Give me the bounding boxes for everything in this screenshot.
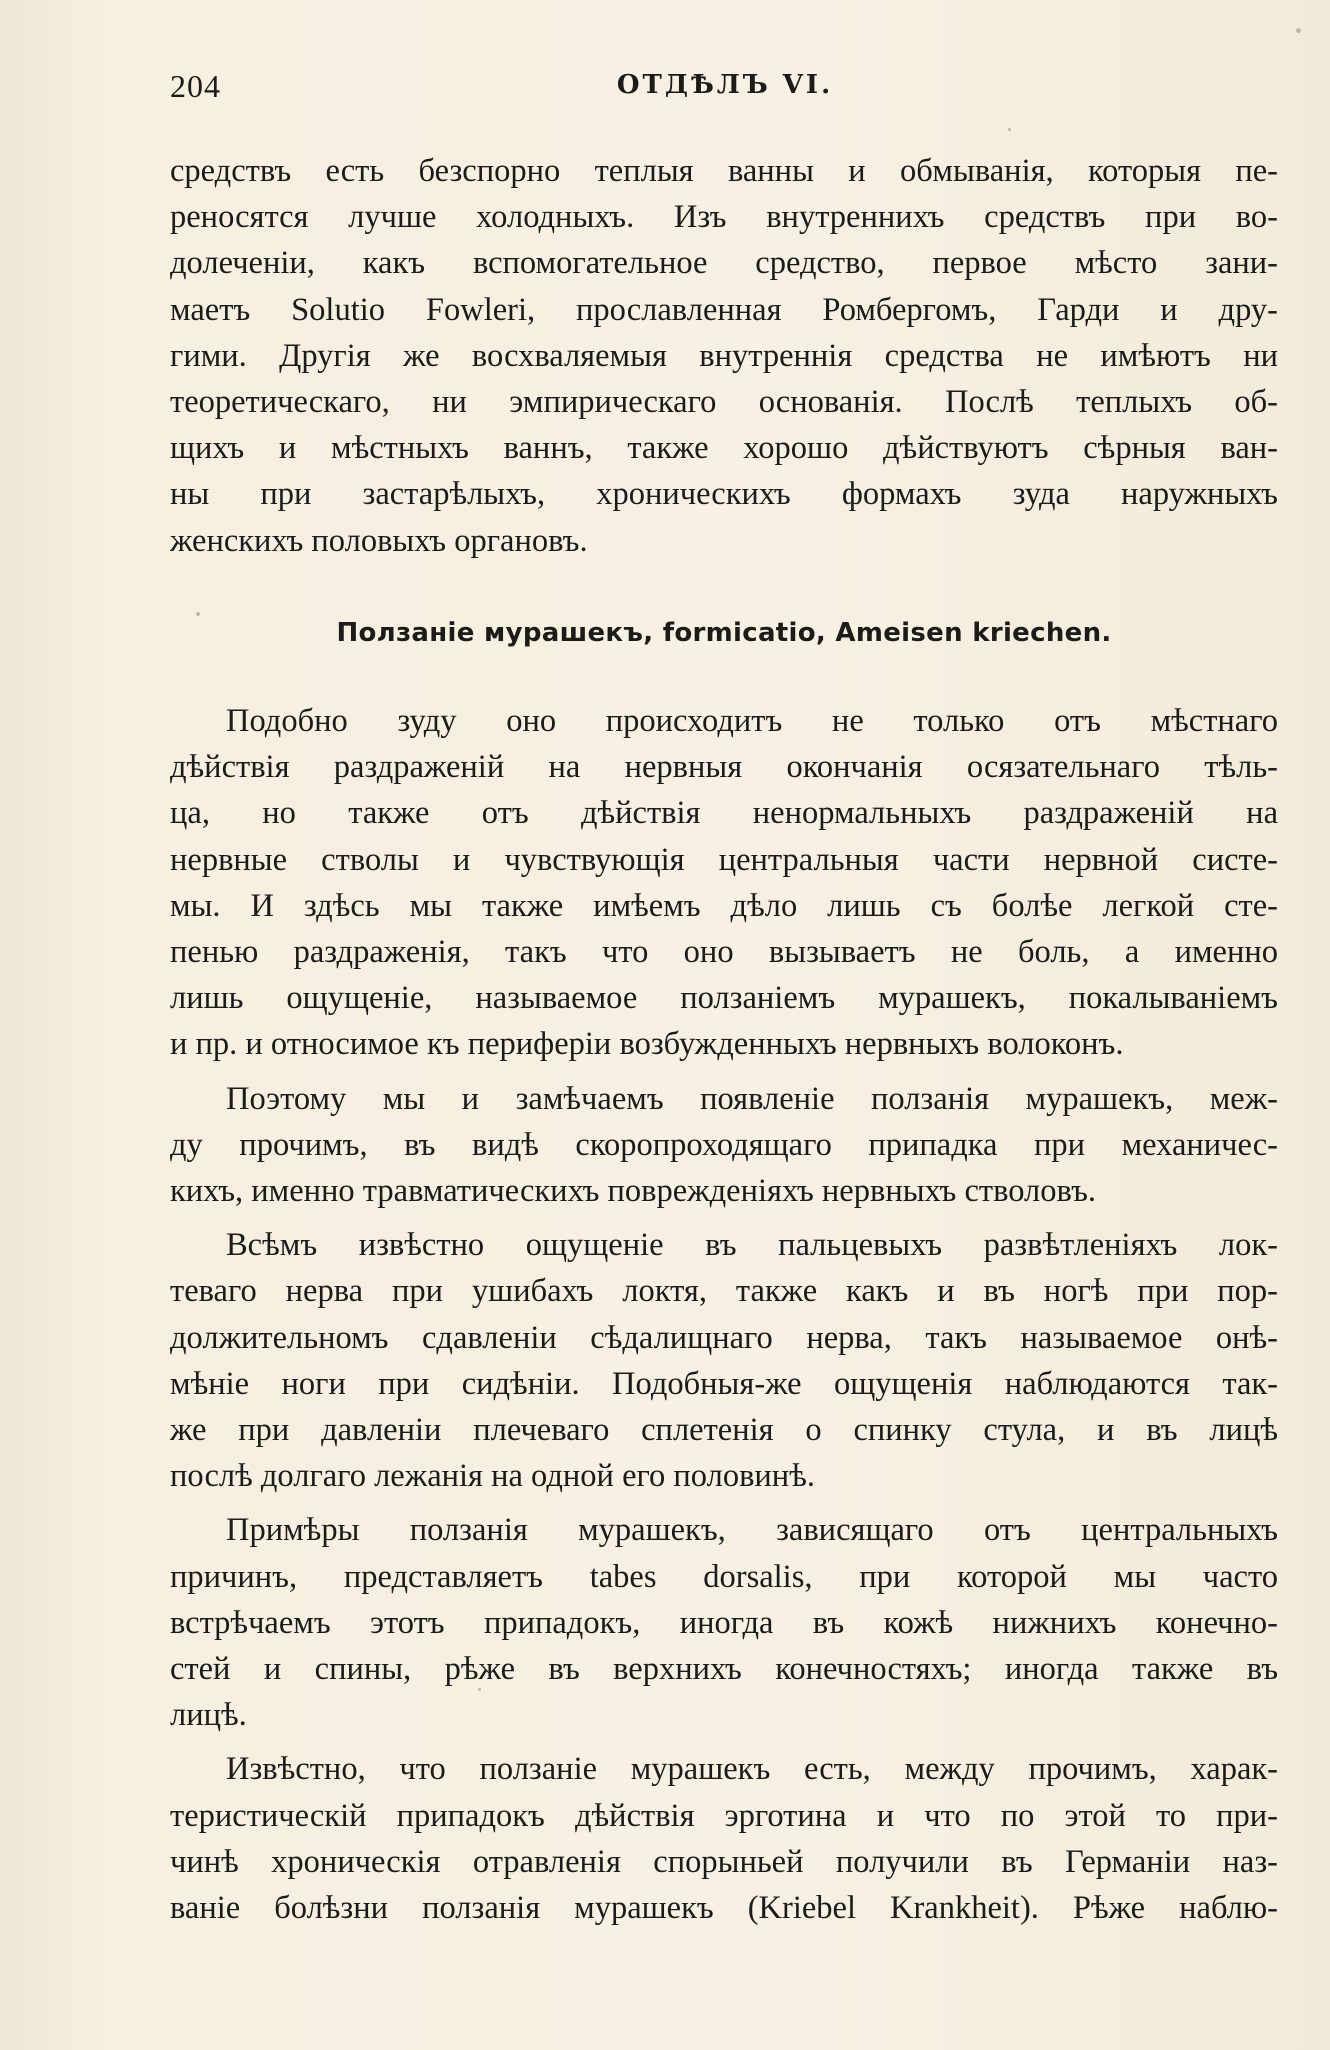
text-line: и пр. и относимое къ периферіи возбужденныхъ нервныхъ волоконъ.	[170, 1026, 1124, 1063]
section-title: Ползаніе мурашекъ, formicatio, Ameisen kriechen.	[336, 618, 1112, 648]
running-head: ОТДѢЛЪ VI.	[616, 70, 834, 100]
text-line: лишь ощущеніе, называемое ползаніемъ мурашекъ, покалываніемъ	[170, 980, 1278, 1017]
text-line: Примѣры ползанія мурашекъ, зависящаго отъ центральныхъ	[226, 1512, 1278, 1549]
text-line: теоретическаго, ни эмпирическаго основанія. Послѣ теплыхъ об-	[170, 384, 1278, 421]
text-line: гими. Другія же восхваляемыя внутреннія средства не имѣютъ ни	[170, 337, 1278, 374]
text-line: ду прочимъ, въ видѣ скоропроходящаго припадка при механичес-	[170, 1126, 1278, 1163]
text-line: долеченіи, какъ вспомогательное средство, первое мѣсто зани-	[170, 245, 1278, 282]
paragraph	[170, 698, 1278, 1068]
text-line: реносятся лучше холодныхъ. Изъ внутреннихъ средствъ при во-	[170, 199, 1278, 236]
text-line: средствъ есть безспорно теплыя ванны и обмыванія, которыя пе-	[170, 153, 1278, 189]
text-line: должительномъ сдавленіи сѣдалищнаго нерва, такъ называемое онѣ-	[170, 1319, 1278, 1356]
paper-speck	[196, 612, 200, 616]
page-number: 204	[170, 68, 221, 104]
paper-speck	[1296, 28, 1301, 33]
text-line: Поэтому мы и замѣчаемъ появленіе ползанія мурашекъ, меж-	[226, 1080, 1278, 1117]
text-line: нервные стволы и чувствующія центральныя части нервной систе-	[170, 841, 1278, 878]
paragraph	[170, 1076, 1278, 1215]
section-body	[170, 698, 1278, 1931]
text-line: Всѣмъ извѣстно ощущеніе въ пальцевыхъ развѣтленіяхъ лок-	[226, 1227, 1278, 1264]
text-line: женскихъ половыхъ органовъ.	[170, 522, 588, 559]
paragraph	[170, 1222, 1278, 1499]
text-line: стей и спины, рѣже въ верхнихъ конечностяхъ; иногда также въ	[170, 1651, 1278, 1688]
intro-paragraph	[170, 148, 1278, 564]
paragraph	[170, 1507, 1278, 1738]
text-line: маетъ Solutio Fowleri, прославленная Ромбергомъ, Гарди и дру-	[170, 291, 1278, 328]
paper-speck	[478, 1688, 481, 1691]
text-line: послѣ долгаго лежанія на одной его половинѣ.	[170, 1458, 815, 1495]
text-line: встрѣчаемъ этотъ припадокъ, иногда въ кожѣ нижнихъ конечно-	[170, 1604, 1278, 1641]
text-line: Подобно зуду оно происходитъ не только отъ мѣстнаго	[226, 703, 1278, 739]
text-line: мы. И здѣсь мы также имѣемъ дѣло лишь съ болѣе легкой сте-	[170, 887, 1278, 924]
paper-speck	[1008, 128, 1011, 131]
text-line: теваго нерва при ушибахъ локтя, также какъ и въ ногѣ при пор-	[170, 1273, 1278, 1310]
text-line: кихъ, именно травматическихъ поврежденіяхъ нервныхъ стволовъ.	[170, 1173, 1096, 1210]
text-line: Извѣстно, что ползаніе мурашекъ есть, между прочимъ, харак-	[226, 1751, 1278, 1788]
text-line: лицѣ.	[170, 1697, 247, 1734]
text-line: теристическій припадокъ дѣйствія эрготина и что по этой то при-	[170, 1797, 1278, 1834]
paragraph	[170, 1746, 1278, 1931]
text-line: дѣйствія раздраженій на нервныя окончанія осязательнаго тѣль-	[170, 749, 1278, 786]
text-line: причинъ, представляетъ tabes dorsalis, при которой мы часто	[170, 1558, 1278, 1595]
text-line: ны при застарѣлыхъ, хроническихъ формахъ зуда наружныхъ	[170, 476, 1278, 513]
text-line: пенью раздраженія, такъ что оно вызываетъ не боль, а именно	[170, 934, 1278, 971]
text-line: ца, но также отъ дѣйствія ненормальныхъ раздраженій на	[170, 795, 1278, 832]
text-line: ваніе болѣзни ползанія мурашекъ (Kriebel Krankheit). Рѣже наблю-	[170, 1890, 1278, 1927]
page-header	[170, 68, 1280, 112]
text-line: щихъ и мѣстныхъ ваннъ, также хорошо дѣйствуютъ сѣрныя ван-	[170, 430, 1278, 467]
text-line: мѣніе ноги при сидѣніи. Подобныя-же ощущенія наблюдаются так-	[170, 1365, 1278, 1402]
text-line: чинѣ хроническія отравленія спорыньей получили въ Германіи наз-	[170, 1843, 1278, 1880]
text-line: же при давленіи плечеваго сплетенія о спинку стула, и въ лицѣ	[170, 1412, 1278, 1449]
